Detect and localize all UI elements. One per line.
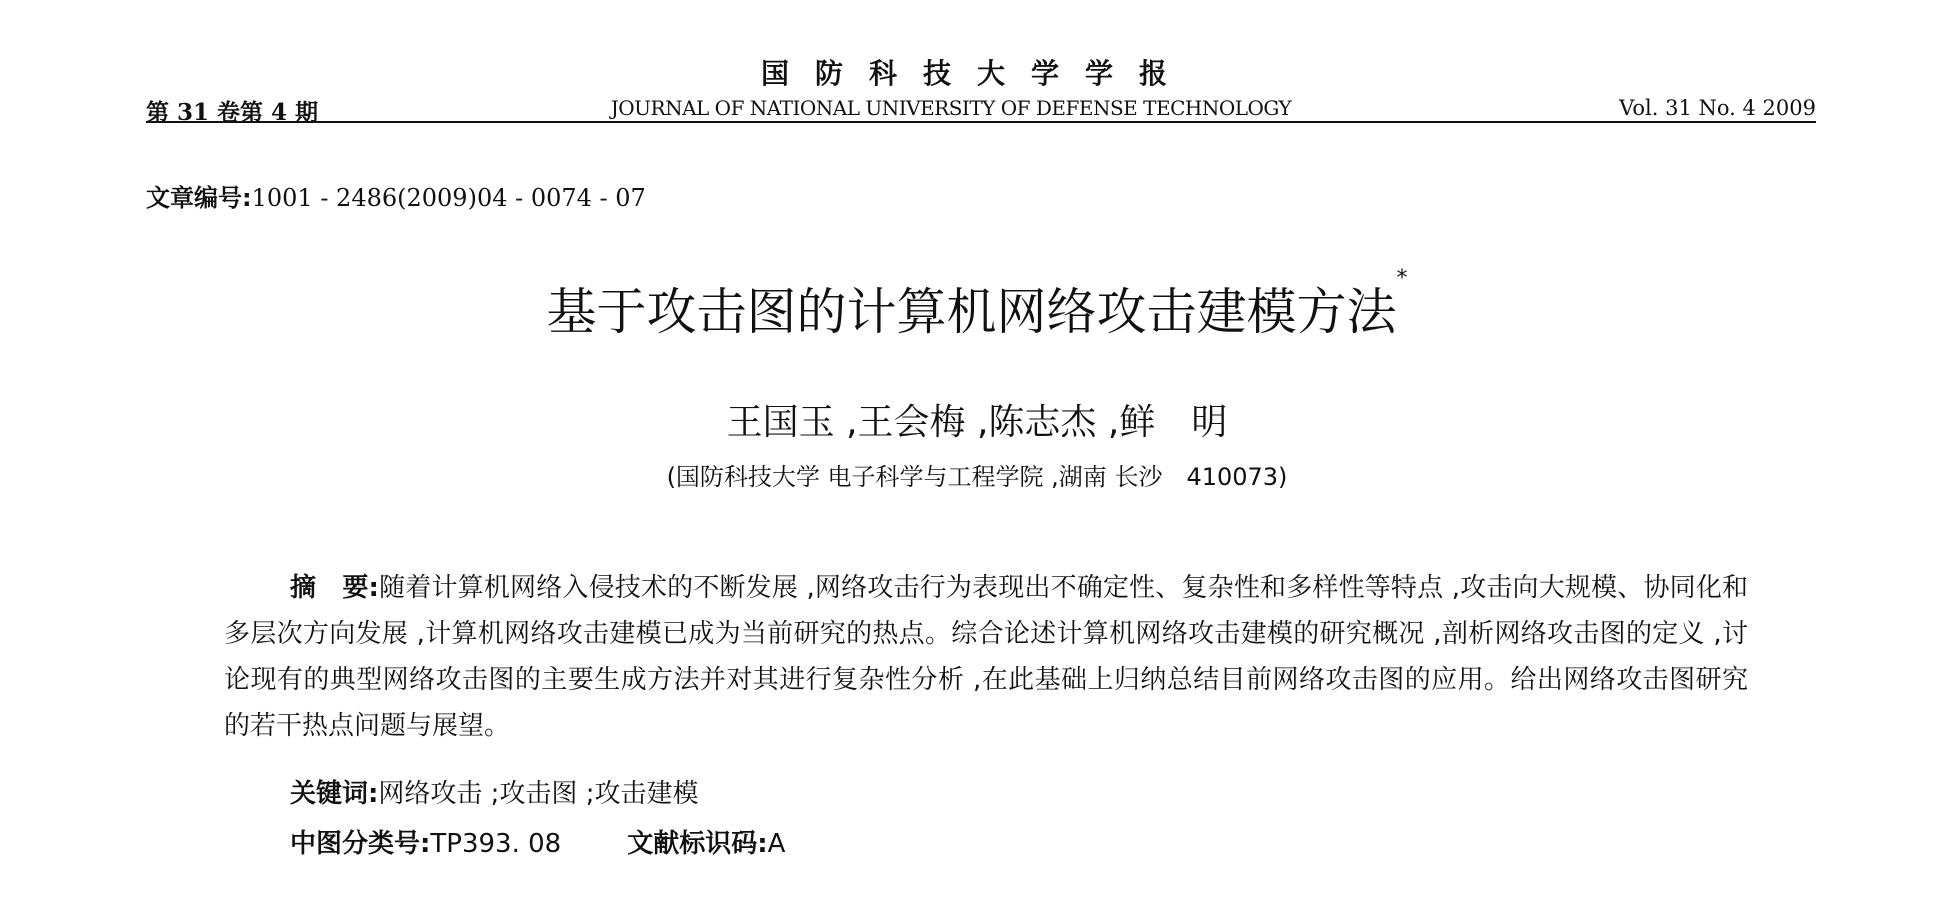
classification-line: [290, 823, 785, 860]
paper-title: [0, 266, 1954, 344]
keywords-text: 网络攻击 ;攻击图 ;攻击建模: [378, 779, 699, 809]
journal-name-cn: 国防科技大学学报: [760, 57, 1193, 90]
clc-label: 中图分类号:: [290, 829, 431, 859]
abstract-label: 摘 要:: [290, 573, 379, 603]
title-footnote-mark: *: [1396, 266, 1408, 291]
abstract: [224, 565, 1748, 749]
article-number-value: 1001 - 2486(2009)04 - 0074 - 07: [251, 184, 646, 212]
doc-code-value: A: [767, 829, 786, 859]
article-number: [146, 178, 646, 213]
article-number-label: 文章编号:: [146, 184, 252, 212]
journal-name-en: JOURNAL OF NATIONAL UNIVERSITY OF DEFENSE TECHNOLOGY: [610, 96, 1292, 120]
abstract-text: 随着计算机网络入侵技术的不断发展 ,网络攻击行为表现出不确定性、复杂性和多样性等特点 ,攻击向大规模、协同化和多层次方向发展 ,计算机网络攻击建模已成为当前研究的热点。综合论述计算机网络攻击建模的研究概况 ,剖析网络攻击图的定义 ,讨论现有的典型网络攻击图的主要生成方法并对其进行复杂性分析 ,在此基础上归纳总结目前网络攻击图的应用。给出网络攻击图研究的若干热点问题与展望。: [224, 573, 1748, 741]
author-affiliation: (国防科技大学 电子科学与工程学院 ,湖南 长沙 410073): [666, 463, 1288, 491]
clc-value: TP393. 08: [430, 829, 562, 859]
issue-number-cn: 第 31 卷第 4 期: [146, 99, 319, 126]
keywords: [290, 773, 698, 810]
author-list: 王国玉 ,王会梅 ,陈志杰 ,鲜 明: [726, 402, 1228, 443]
paper-title-text: 基于攻击图的计算机网络攻击建模方法: [546, 283, 1397, 341]
keywords-label: 关键词:: [290, 779, 379, 809]
doc-code-label: 文献标识码:: [627, 829, 768, 859]
volume-number-en: Vol. 31 No. 4 2009: [1619, 96, 1816, 120]
header-divider: [146, 121, 1816, 123]
